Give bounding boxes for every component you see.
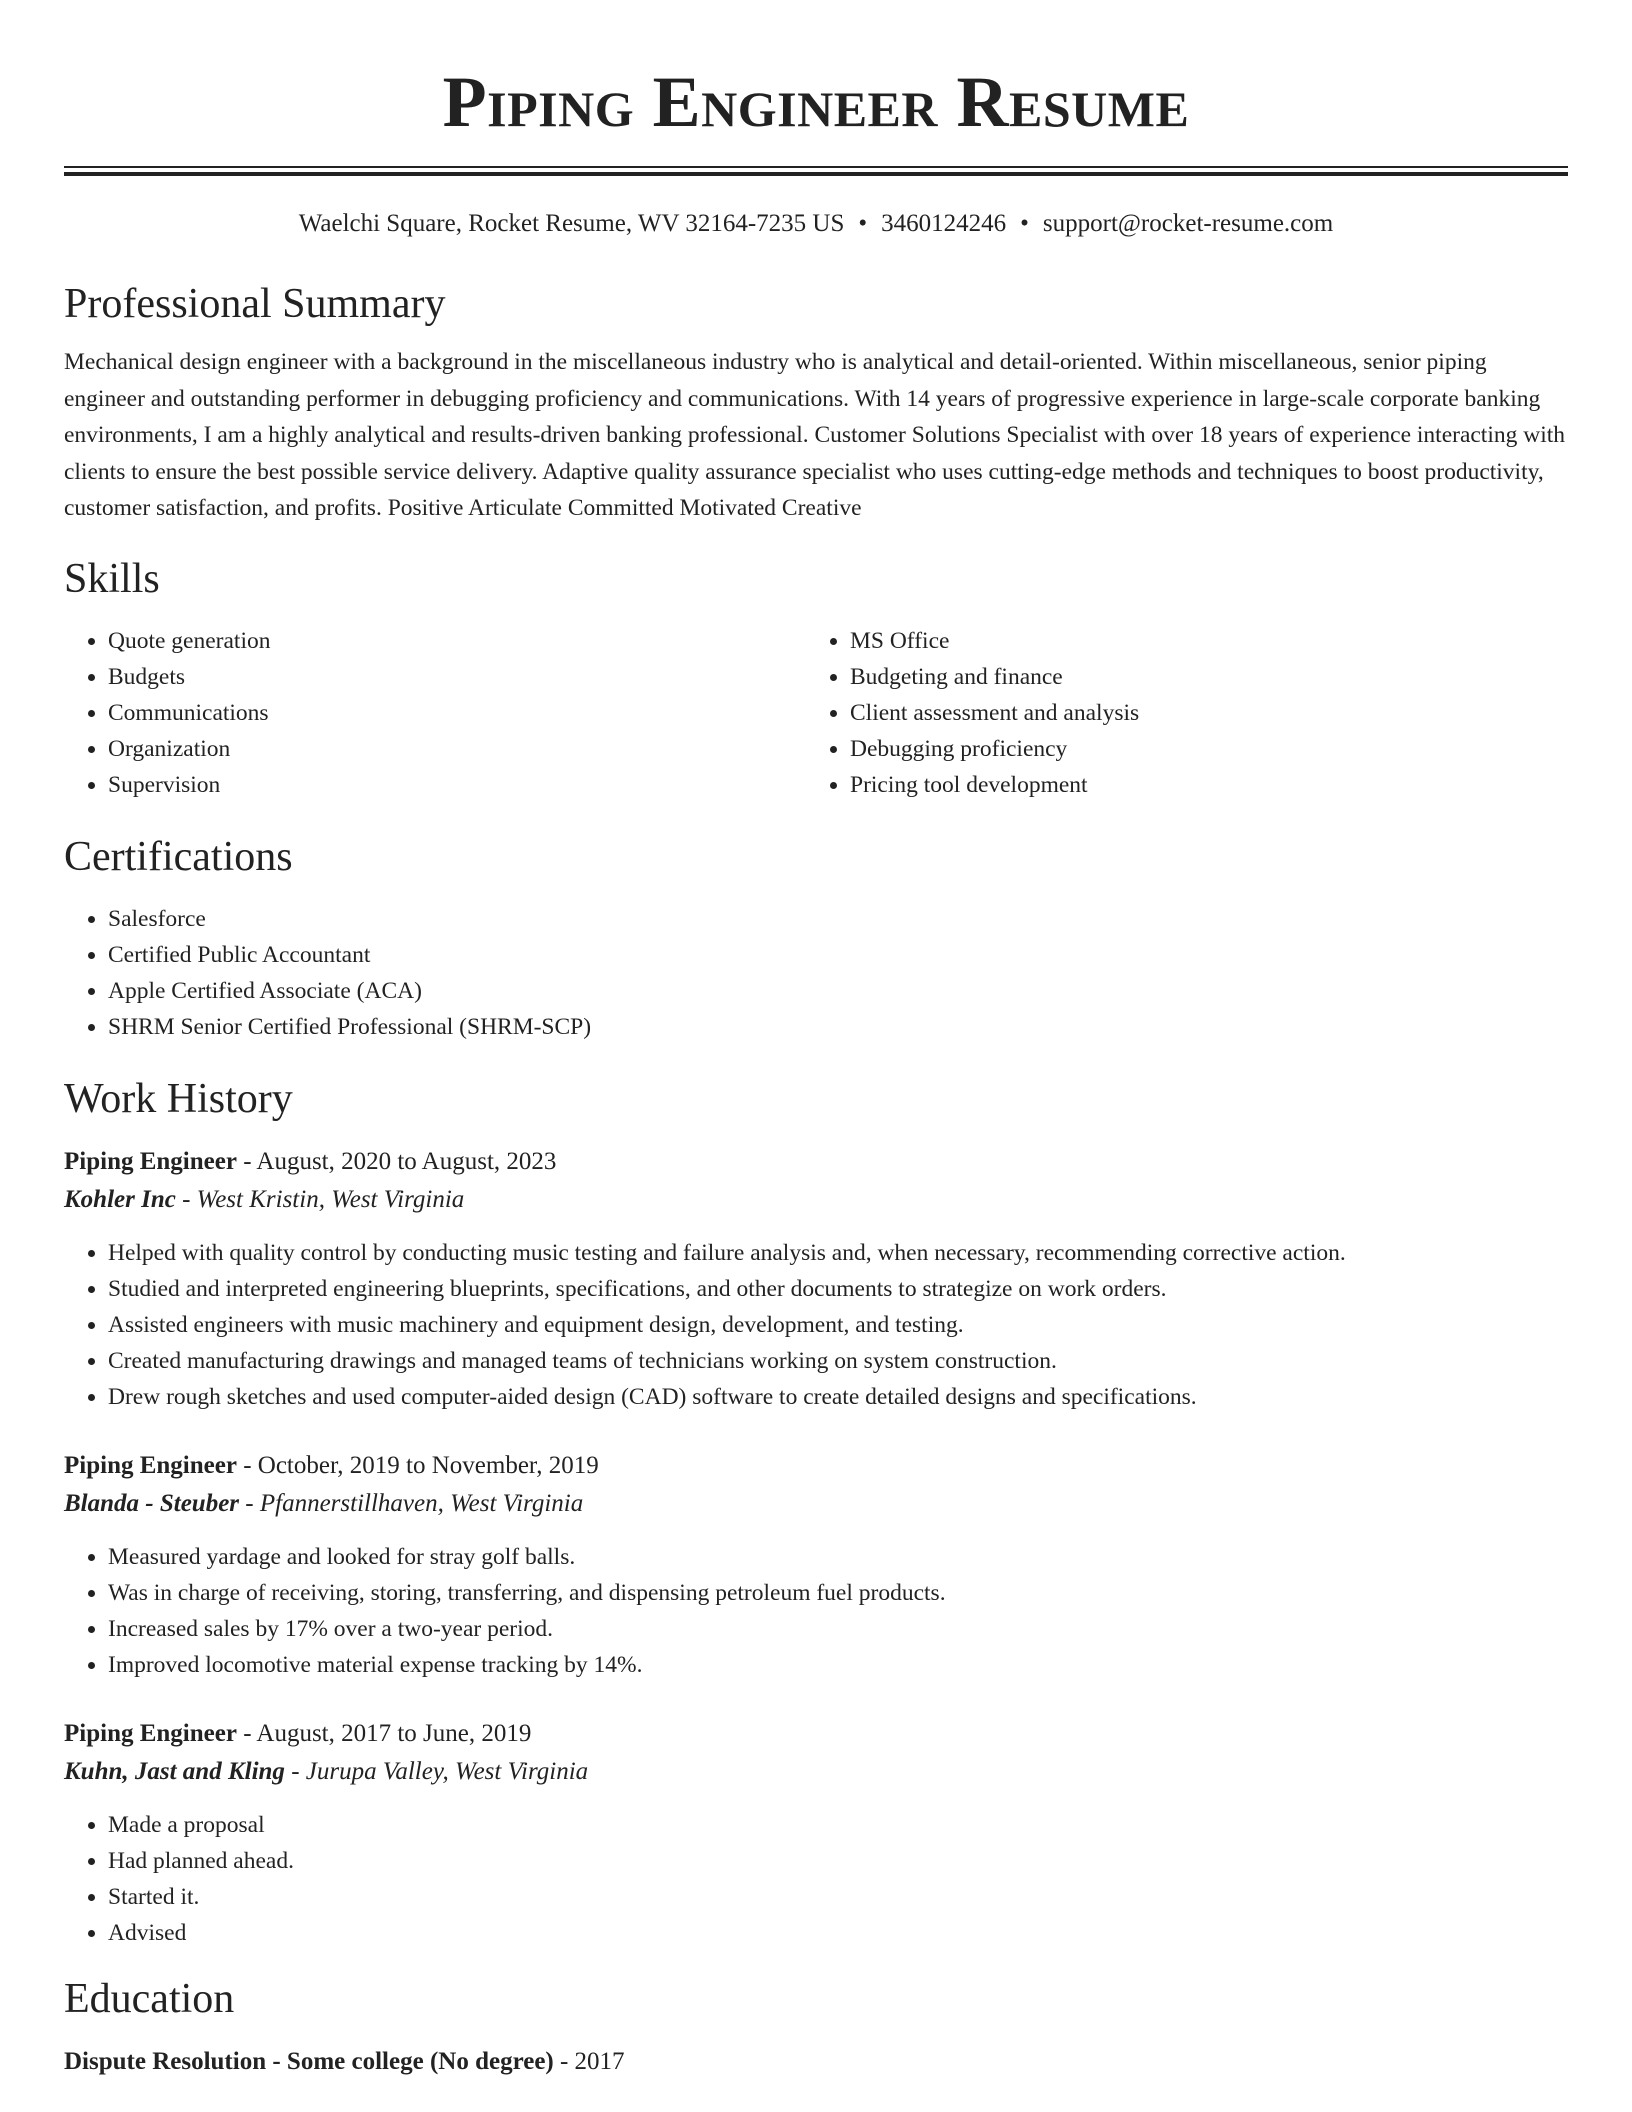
job-bullet: • Advised [108, 1915, 1568, 1951]
certifications-heading: Certifications [64, 833, 293, 880]
job-bullet: • Improved locomotive material expense tracking by 14%. [108, 1647, 1568, 1683]
job-location: - Jurupa Valley, West Virginia [284, 1757, 589, 1785]
skill-item: • Quote generation [108, 623, 806, 659]
job-location: - Pfannerstillhaven, West Virginia [239, 1489, 584, 1517]
contact-phone: 3460124246 [881, 210, 1007, 237]
contact-email: support@rocket-resume.com [1042, 210, 1334, 237]
job-bullet: • Created manufacturing drawings and managed teams of technicians working on system construction. [108, 1343, 1568, 1379]
job-bullet: • Measured yardage and looked for stray golf balls. [108, 1539, 1568, 1575]
skills-list-left [64, 623, 806, 803]
job-entry [64, 1143, 1568, 1415]
education-heading: Education [64, 1975, 235, 2022]
job-bullet: • Drew rough sketches and used computer-aided design (CAD) software to create detailed designs and specifications. [108, 1379, 1568, 1415]
job-bullet: • Had planned ahead. [108, 1843, 1568, 1879]
summary-heading: Professional Summary [64, 281, 446, 327]
job-title: Piping Engineer [64, 1147, 237, 1175]
skill-item: • Supervision [108, 767, 806, 803]
job-entry [64, 1715, 1568, 1951]
job-bullet: • Was in charge of receiving, storing, transferring, and dispensing petroleum fuel products. [108, 1575, 1568, 1611]
job-location: - West Kristin, West Virginia [175, 1185, 465, 1213]
job-title-line [64, 1447, 1568, 1485]
job-company: Blanda - Steuber [64, 1489, 240, 1517]
job-title-line [64, 1143, 1568, 1181]
job-company: Kuhn, Jast and Kling [64, 1757, 285, 1785]
skill-item: • Client assessment and analysis [850, 695, 1548, 731]
job-bullet: • Started it. [108, 1879, 1568, 1915]
job-dates: - August, 2020 to August, 2023 [236, 1147, 557, 1175]
certification-item: • Salesforce [108, 901, 1568, 937]
job-company: Kohler Inc [64, 1185, 176, 1213]
job-company-line [64, 1181, 1568, 1219]
job-dates: - August, 2017 to June, 2019 [236, 1719, 532, 1747]
job-bullet: • Assisted engineers with music machinery and equipment design, development, and testing. [108, 1307, 1568, 1343]
skill-item: • Budgets [108, 659, 806, 695]
skill-item: • Debugging proficiency [850, 731, 1548, 767]
certification-item: • Certified Public Accountant [108, 937, 1568, 973]
certifications-list [64, 901, 1568, 1045]
skill-item: • Pricing tool development [850, 767, 1548, 803]
skills-heading: Skills [64, 555, 160, 602]
work-history-heading: Work History [64, 1075, 293, 1122]
summary-text: Mechanical design engineer with a background in the miscellaneous industry who is analytical and detail-oriented. Within miscellaneous, senior piping engineer and outstanding performer in debugging proficiency and communications. With 14 years of progressive experience in large-scale corporate banking environments, I am a highly analytical and results-driven banking professional. Customer Solutions Specialist with over 18 years of experience interacting with clients to ensure the best possible service delivery. Adaptive quality assurance specialist who uses cutting-edge methods and techniques to boost productivity, customer satisfaction, and profits. Positive Articulate Committed Motivated Creative [64, 349, 1566, 521]
job-company-line [64, 1485, 1568, 1523]
skill-item: • Organization [108, 731, 806, 767]
contact-address: Waelchi Square, Rocket Resume, WV 32164-7235 US [298, 210, 845, 237]
title-divider [64, 166, 1568, 176]
skills-column-left [64, 623, 806, 803]
page-title: Piping Engineer Resume [442, 62, 1190, 142]
contact-line [64, 208, 1568, 240]
certification-item: • Apple Certified Associate (ACA) [108, 973, 1568, 1009]
job-bullets [64, 1807, 1568, 1951]
job-bullet: • Increased sales by 17% over a two-year period. [108, 1611, 1568, 1647]
job-bullets [64, 1539, 1568, 1683]
skill-item: • Communications [108, 695, 806, 731]
skills-columns [64, 623, 1568, 803]
skill-item: • MS Office [850, 623, 1548, 659]
job-title-line [64, 1715, 1568, 1753]
job-title: Piping Engineer [64, 1451, 237, 1479]
job-bullet: • Made a proposal [108, 1807, 1568, 1843]
education-degree: Dispute Resolution - Some college (No degree) [64, 2047, 554, 2075]
job-bullet: • Studied and interpreted engineering blueprints, specifications, and other documents to strategize on work orders. [108, 1271, 1568, 1307]
certification-item: • SHRM Senior Certified Professional (SHRM-SCP) [108, 1009, 1568, 1045]
education-entry [64, 2043, 1568, 2081]
contact-separator: • [1020, 210, 1029, 237]
job-bullets [64, 1235, 1568, 1415]
job-bullet: • Helped with quality control by conducting music testing and failure analysis and, when necessary, recommending corrective action. [108, 1235, 1568, 1271]
job-title: Piping Engineer [64, 1719, 237, 1747]
contact-separator: • [858, 210, 868, 237]
skills-list-right [806, 623, 1548, 803]
skill-item: • Budgeting and finance [850, 659, 1548, 695]
education-year: - 2017 [553, 2047, 625, 2075]
job-dates: - October, 2019 to November, 2019 [236, 1451, 599, 1479]
job-entry [64, 1447, 1568, 1683]
job-company-line [64, 1753, 1568, 1791]
skills-column-right [806, 623, 1548, 803]
